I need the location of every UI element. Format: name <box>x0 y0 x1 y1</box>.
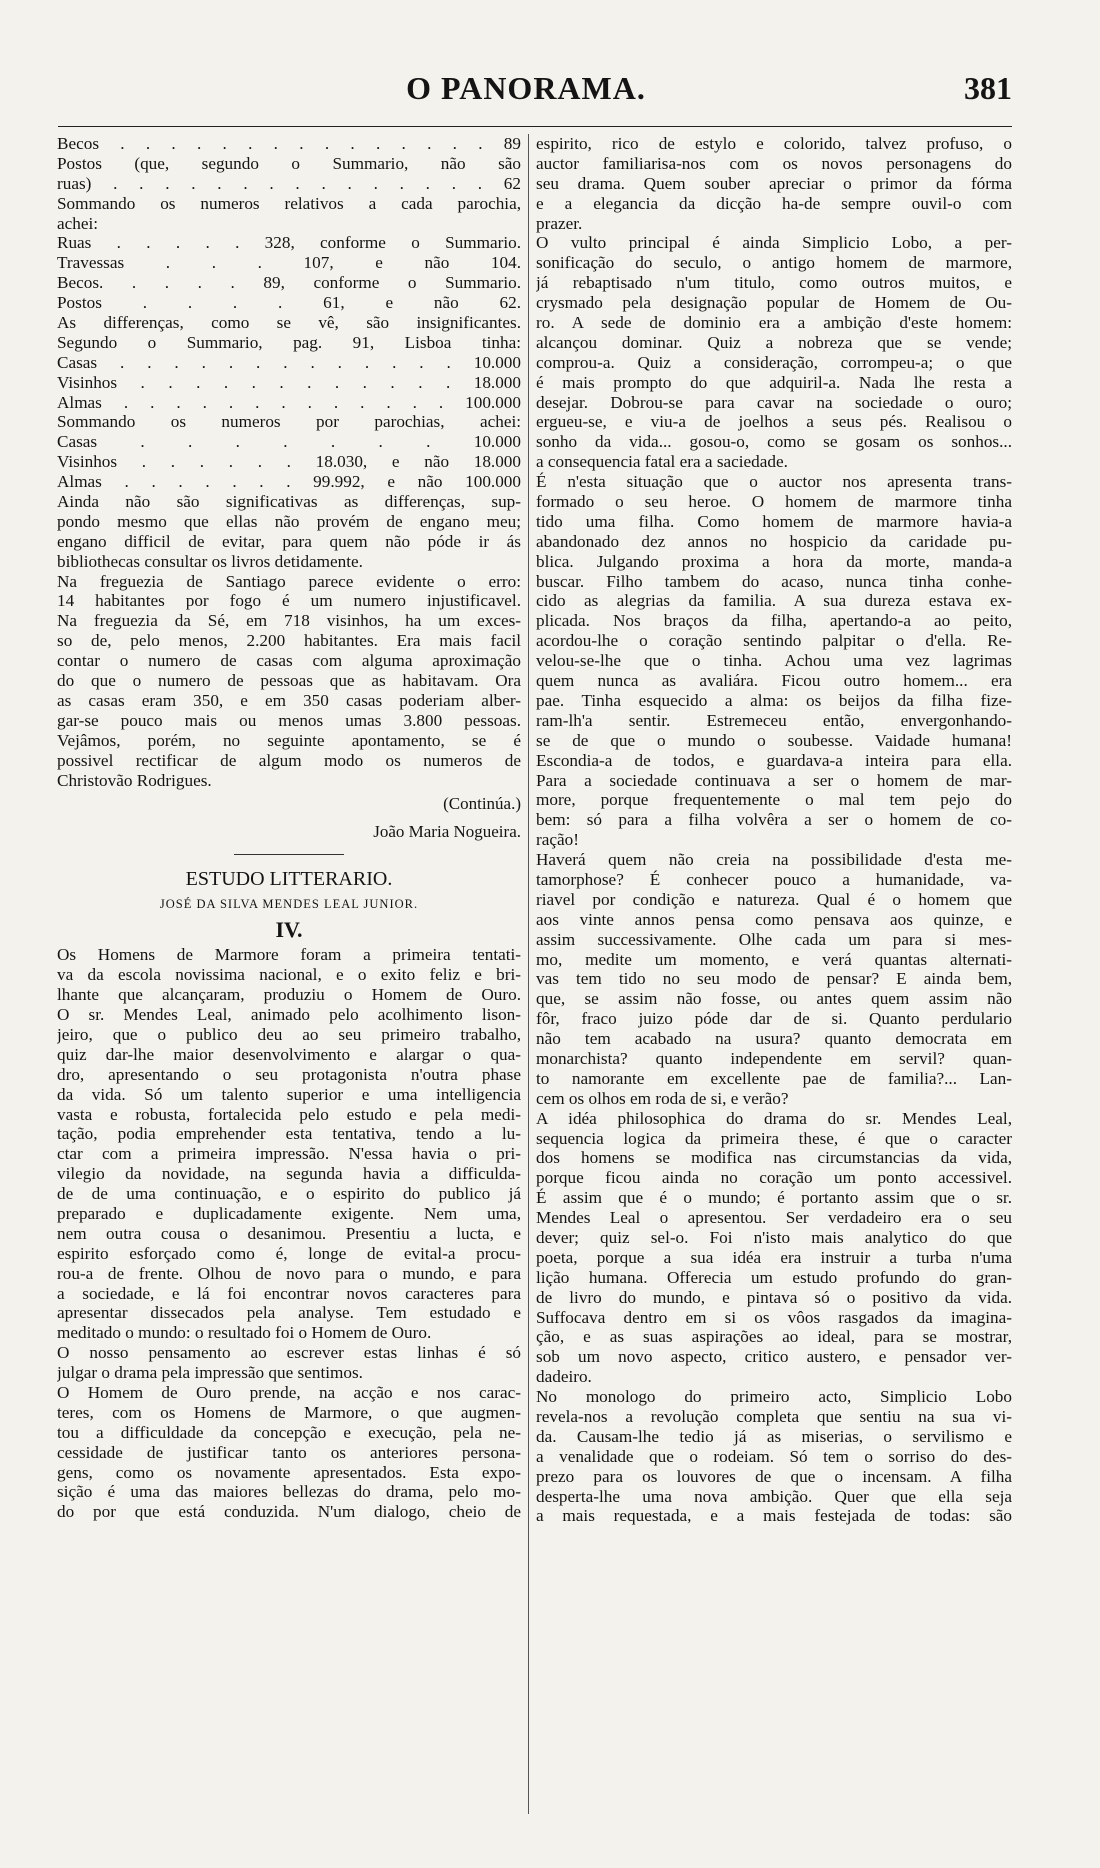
text-line: Mendes Leal o apresentou. Ser verdadeiro era o seu <box>536 1208 1012 1228</box>
text-line: a consequencia fatal era a saciedade. <box>536 452 788 472</box>
text-line: quiz dar-lhe maior desenvolvimento e alargar o qua- <box>57 1044 521 1064</box>
text-line: aos vinte annos pensa como pensava aos quinze, e <box>536 909 1012 929</box>
text-line: tou a difficuldade da concepção e execução, pela ne- <box>57 1422 521 1442</box>
text-line: da vida. Só um talento superior e uma intelligencia <box>57 1084 521 1104</box>
text-line: ctar com a primeira impressão. N'essa havia o pri- <box>57 1144 521 1164</box>
text-line: se de que o mundo o soubesse. Vaidade humana! <box>536 730 1012 750</box>
text-line: do que o numero de pessoas que as habitavam. Ora <box>57 671 521 691</box>
text-line: gens, como os novamente apresentados. Esta expo- <box>57 1462 521 1482</box>
text-line: que, se assim não fosse, ou antes quem assim não <box>536 989 1012 1009</box>
column-separator <box>528 134 529 1814</box>
text-line: velou-se-lhe que o tinha. Achou uma vez lagrimas <box>536 651 1012 671</box>
text-line: Ainda não são significativas as differenças, sup- <box>57 492 521 512</box>
text-line: prazer. <box>536 213 583 233</box>
text-line: Suffocava dentro em si os vôos rasgados da imagina- <box>536 1307 1012 1327</box>
text-line: ro. A sede de dominio era a ambição d'este homem: <box>536 313 1012 333</box>
text-line: contar o numero de casas com alguma aproximação <box>57 651 521 671</box>
text-line: Travessas . . . 107, e não 104. <box>57 253 521 273</box>
text-line: as casas eram 350, e em 350 casas poderiam alber- <box>57 690 521 710</box>
text-line: Casas . . . . . . . . . . . . . 10.000 <box>57 352 521 372</box>
text-line: fôr, fraco juizo póde dar de si. Quanto perdulario <box>536 1009 1012 1029</box>
text-line: Visinhos . . . . . . . . . . . . 18.000 <box>57 372 521 392</box>
text-line: Escondia-a de todos, e guardava-a inteira para ella. <box>536 750 1012 770</box>
text-line: poeta, porque a sua idéa era instruir a turba n'uma <box>536 1247 1012 1267</box>
text-line: tamorphose? É conhecer pouco a humanidade, va- <box>536 869 1012 889</box>
text-line: abandonado dez annos no hospicio da caridade pu- <box>536 531 1012 551</box>
text-line: Casas . . . . . . . 10.000 <box>57 432 521 452</box>
page-title: O PANORAMA. <box>406 70 646 106</box>
right-column <box>536 134 1012 1526</box>
text-line: cem os olhos em roda de si, e verão? <box>536 1088 789 1108</box>
section-rule <box>234 854 344 855</box>
text-line: No monologo do primeiro acto, Simplicio Lobo <box>536 1387 1012 1407</box>
text-line: A idéa philosophica do drama do sr. Mendes Leal, <box>536 1108 1012 1128</box>
text-line: Sommando os numeros relativos a cada parochia, <box>57 193 521 213</box>
text-line: a sociedade, e lá foi encontrar novos caracteres para <box>57 1283 521 1303</box>
text-line: tação, podia emprehender esta tentativa, tendo a lu- <box>57 1124 521 1144</box>
text-line: O nosso pensamento ao escrever estas linhas é só <box>57 1343 521 1363</box>
text-line: apresentar dissecados pela analyse. Tem estudado e <box>57 1303 521 1323</box>
text-line: vasta e robusta, fortalecida pelo estudo e pela medi- <box>57 1104 521 1124</box>
text-line: auctor familiarisa-nos com os novos personagens do <box>536 153 1012 173</box>
text-line: espirito esforçado como é, longe de evital-a procu- <box>57 1243 521 1263</box>
text-line: ram-lh'a sentir. Estremeceu então, envergonhando- <box>536 710 1012 730</box>
text-line: espirito, rico de estylo e colorido, talvez profuso, o <box>536 134 1012 153</box>
text-line: Na freguezia da Sé, em 718 visinhos, ha um exces- <box>57 611 521 631</box>
header-rule <box>58 126 1012 127</box>
text-line: cido as alegrias da familia. A sua dureza estava ex- <box>536 591 1012 611</box>
text-line: comprou-a. Quiz a consideração, corrompeu-a; o que <box>536 352 1012 372</box>
text-line: de de uma continuação, e o espirito do publico já <box>57 1184 521 1204</box>
text-line: bibliothecas consultar os livros detidamente. <box>57 551 363 571</box>
text-line: dro, apresentando o seu protagonista n'outra phase <box>57 1064 521 1084</box>
text-line: meditado o mundo: o resultado foi o Homem de Ouro. <box>57 1323 432 1343</box>
text-line: lhante que alcançaram, produziu o Homem de Ouro. <box>57 985 521 1005</box>
text-line: Haverá quem não creia na possibilidade d'esta me- <box>536 850 1012 870</box>
text-line: cessidade de justificar tanto os anteriores persona- <box>57 1442 521 1462</box>
text-line: Almas . . . . . . . 99.992, e não 100.000 <box>57 472 521 492</box>
text-line: ruas) . . . . . . . . . . . . . . . 62 <box>57 173 521 193</box>
text-line: teres, com os Homens de Marmore, o que augmen- <box>57 1402 521 1422</box>
article-author: JOSÉ DA SILVA MENDES LEAL JUNIOR. <box>159 897 419 912</box>
text-line: julgar o drama pela impressão que sentimos. <box>57 1363 363 1383</box>
text-line: engano difficil de evitar, para quem não póde ir ás <box>57 531 521 551</box>
text-line: Becos . . . . . . . . . . . . . . . 89 <box>57 134 521 153</box>
text-line: alcançou dominar. Quiz a nobreza que se vende; <box>536 332 1012 352</box>
text-line: sonificação do seculo, o antigo homem de marmore, <box>536 253 1012 273</box>
text-line: more, porque frequentemente o mal tem pejo do <box>536 790 1012 810</box>
text-line: do por que está conduzida. N'um dialogo, cheio de <box>57 1502 521 1522</box>
text-line: de livro do mundo, e pintava só o positivo da vida. <box>536 1287 1012 1307</box>
text-line: plicada. Nos braços da filha, apertando-a ao peito, <box>536 611 1012 631</box>
text-line: seu drama. Quem souber apreciar o primor da fórma <box>536 173 1012 193</box>
text-line: é mais prompto do que adquiril-a. Nada lhe resta a <box>536 372 1012 392</box>
text-line: Os Homens de Marmore foram a primeira tentati- <box>57 945 521 965</box>
text-line: e a elegancia da dicção ha-de sempre ouvil-o com <box>536 193 1012 213</box>
text-line: desperta-lhe uma nova ambição. Quer que ella seja <box>536 1486 1012 1506</box>
text-line: va da escola novissima nacional, e o exito feliz e bri- <box>57 965 521 985</box>
text-line: já rebaptisado n'um titulo, como outros muitos, e <box>536 273 1012 293</box>
text-line: Postos (que, segundo o Summario, não são <box>57 153 521 173</box>
text-line: riavel por condição e natureza. Qual é o homem que <box>536 889 1012 909</box>
text-line: sição é uma das maiores bellezas do drama, pelo mo- <box>57 1482 521 1502</box>
text-line: possivel rectificar de algum modo os numeros de <box>57 750 521 770</box>
text-line: Para a sociedade continuava a ser o homem de mar- <box>536 770 1012 790</box>
text-line: desejar. Dobrou-se para cavar na sociedade o ouro; <box>536 392 1012 412</box>
text-line: As differenças, como se vê, são insignificantes. <box>57 313 521 333</box>
text-line: dos homens se modifica nas circumstancias da vida, <box>536 1148 1012 1168</box>
text-line: Christovão Rodrigues. <box>57 770 212 790</box>
text-line: sob um novo aspecto, critico austero, e pensador ver- <box>536 1347 1012 1367</box>
text-line: achei: <box>57 213 99 233</box>
text-line: Becos. . . . . 89, conforme o Summario. <box>57 273 521 293</box>
page-header <box>40 70 1012 120</box>
continua-note: (Continúa.) <box>443 794 521 814</box>
text-line: O vulto principal é ainda Simplicio Lobo, a per- <box>536 233 1012 253</box>
text-line: ração! <box>536 830 579 850</box>
text-line: a mais requestada, e a mais festejada de todas: são <box>536 1506 1012 1526</box>
text-line: assim successivamente. Olhe cada um para si mes- <box>536 929 1012 949</box>
text-line: pae. Tinha esquecido a alma: os beijos da filha fize- <box>536 690 1012 710</box>
text-line: tido uma filha. Como homem de marmore havia-a <box>536 511 1012 531</box>
text-line: não tem acabado na usura? quanto democrata em <box>536 1029 1012 1049</box>
text-line: É n'esta situação que o auctor nos apresenta trans- <box>536 472 1012 492</box>
text-line: lição humana. Offerecia um estudo profundo do gran- <box>536 1267 1012 1287</box>
text-line: so de, pelo menos, 2.200 habitantes. Era mais facil <box>57 631 521 651</box>
text-line: rou-a de frente. Olhou de novo para o mundo, e para <box>57 1263 521 1283</box>
text-line: sequencia logica da primeira these, é que o caracter <box>536 1128 1012 1148</box>
text-line: prezo para os louvores de que o incensam. A filha <box>536 1466 1012 1486</box>
text-line: sonho da vida... gosou-o, como se gosam os sonhos... <box>536 432 1012 452</box>
page-number: 381 <box>964 70 1012 106</box>
text-line: O sr. Mendes Leal, animado pelo acolhimento lison- <box>57 1005 521 1025</box>
text-line: formado o seu heroe. O homem de marmore tinha <box>536 492 1012 512</box>
text-line: Postos . . . . 61, e não 62. <box>57 293 521 313</box>
text-line: to namorante em excellente pae de familia?... Lan- <box>536 1068 1012 1088</box>
text-line: pondo mesmo que ellas não provém de engano meu; <box>57 511 521 531</box>
text-line: vas tem tido no seu modo de pensar? E ainda bem, <box>536 969 1012 989</box>
text-line: Ruas . . . . . 328, conforme o Summario. <box>57 233 521 253</box>
text-line: Na freguezia de Santiago parece evidente o erro: <box>57 571 521 591</box>
left-column <box>57 134 521 1522</box>
section-number: IV. <box>275 917 303 943</box>
text-line: acordou-lhe o coração sentindo palpitar o d'ella. Re- <box>536 631 1012 651</box>
text-line: Segundo o Summario, pag. 91, Lisboa tinha: <box>57 332 521 352</box>
text-line: preparado e duplicadamente exigente. Nem uma, <box>57 1203 521 1223</box>
text-line: dever; quiz sel-o. Foi n'isto mais analytico do que <box>536 1227 1012 1247</box>
text-line: da. Causam-lhe tedio já as miserias, o servilismo e <box>536 1426 1012 1446</box>
article-title: ESTUDO LITTERARIO. <box>185 868 393 891</box>
text-line: dadeiro. <box>536 1367 592 1387</box>
text-line: O Homem de Ouro prende, na acção e nos carac- <box>57 1382 521 1402</box>
text-line: vilegio da novidade, na segunda havia a difficulda- <box>57 1164 521 1184</box>
text-line: blica. Julgando proxima a hora da morte, manda-a <box>536 551 1012 571</box>
author-signature: João Maria Nogueira. <box>373 822 521 842</box>
text-line: 14 habitantes por fogo é um numero injustificavel. <box>57 591 521 611</box>
text-line: buscar. Filho tambem do acaso, nunca tinha conhe- <box>536 571 1012 591</box>
text-line: monarchista? quanto independente em servil? quan- <box>536 1048 1012 1068</box>
text-line: Visinhos . . . . . . 18.030, e não 18.000 <box>57 452 521 472</box>
text-line: Sommando os numeros por parochias, achei: <box>57 412 521 432</box>
text-line: ção, e as suas aspirações ao ideal, para se mostrar, <box>536 1327 1012 1347</box>
text-line: a venalidade que o rodeiam. Só tem o sorriso do des- <box>536 1446 1012 1466</box>
text-line: crysmado pela designação popular de Homem de Ou- <box>536 293 1012 313</box>
text-line: porque ficou ainda no coração um ponto accessivel. <box>536 1168 1012 1188</box>
text-line: É assim que é o mundo; é portanto assim que o sr. <box>536 1188 1012 1208</box>
text-line: bem: só para a filha volvêra a ser o homem de co- <box>536 810 1012 830</box>
text-line: ergueu-se, e viu-a de joelhos a seus pés. Realisou o <box>536 412 1012 432</box>
text-line: nem outra cousa o desanimou. Presentiu a lucta, e <box>57 1223 521 1243</box>
text-line: Almas . . . . . . . . . . . . . 100.000 <box>57 392 521 412</box>
text-line: gar-se pouco mais ou menos umas 3.800 pessoas. <box>57 710 521 730</box>
text-line: jeiro, que o publico deu ao seu primeiro trabalho, <box>57 1024 521 1044</box>
text-line: Vejâmos, porém, no seguinte apontamento, se é <box>57 730 521 750</box>
text-line: mo, medite um momento, e verá quantas alternati- <box>536 949 1012 969</box>
text-line: quem nunca as avaliára. Ficou outro homem... era <box>536 671 1012 691</box>
text-line: revela-nos a revolução completa que sentiu na sua vi- <box>536 1407 1012 1426</box>
